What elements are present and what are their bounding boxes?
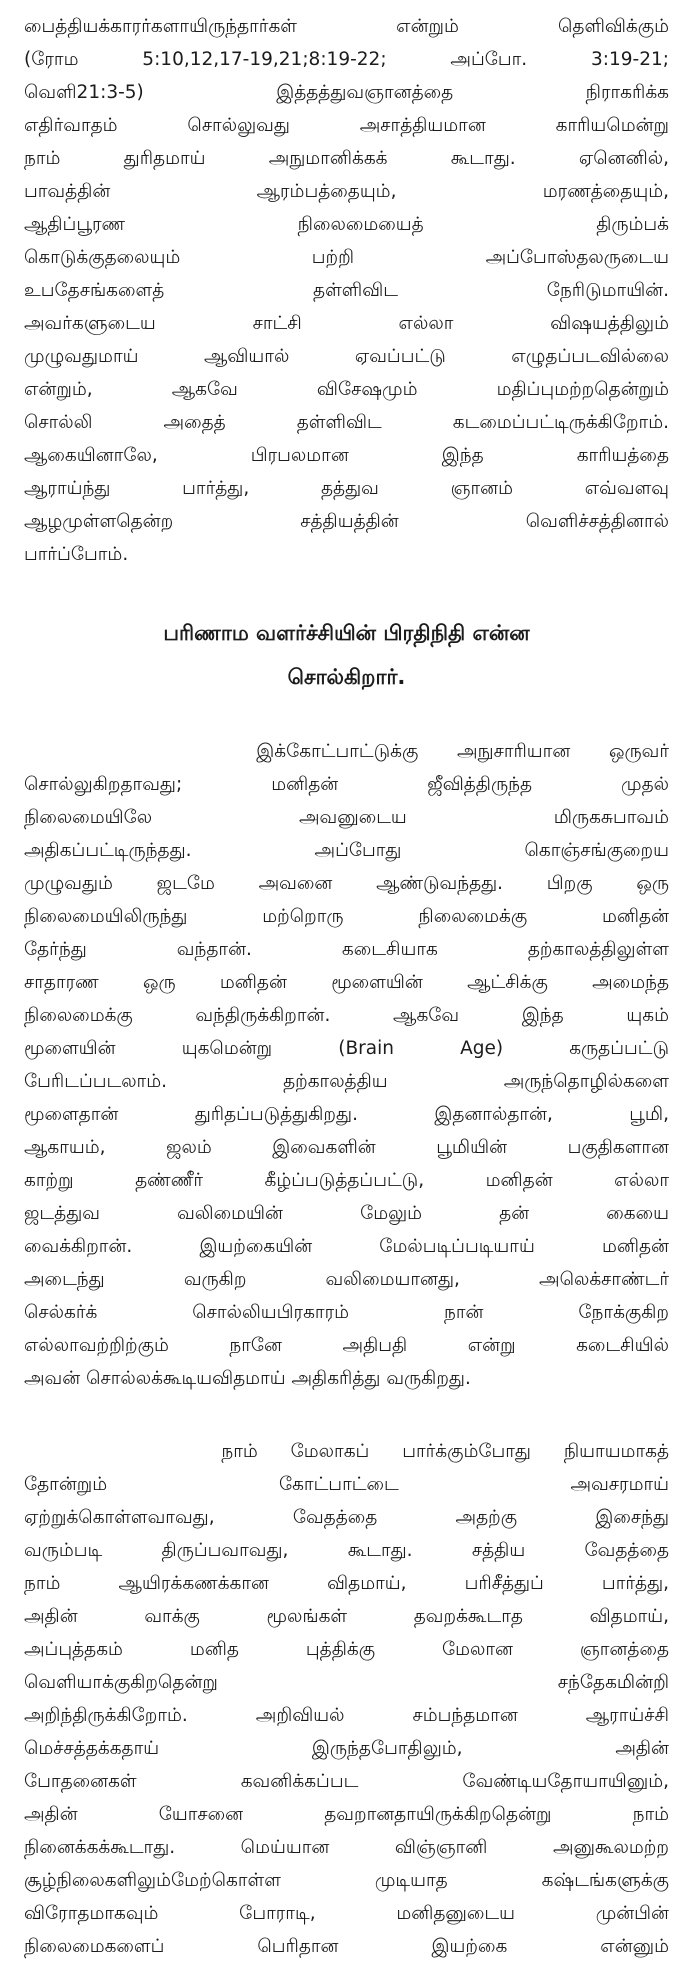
text-line: சாதாரண ஒரு மனிதன் மூளையின் ஆட்சிக்கு அமைந்த [24, 972, 669, 993]
text-line: எல்லாவற்றிற்கும் நானே அதிபதி என்று கடைசியில் [24, 1335, 669, 1356]
paragraph-evolutionist-view [24, 735, 669, 1395]
paragraph-intro [24, 10, 669, 571]
text-line: அவர்களுடைய சாட்சி எல்லா விஷயத்திலும் [24, 313, 669, 334]
text-line: ஆதிப்பூரண நிலைமையைத் திரும்பக் [24, 214, 669, 235]
text-line: ஏற்றுக்கொள்ளவாவது, வேதத்தை அதற்கு இசைந்து [24, 1507, 669, 1528]
text-line: நிலைமையிலே அவனுடைய மிருகசுபாவம் [24, 807, 669, 828]
text-line: நினைக்கக்கூடாது. மெய்யான விஞ்ஞானி அனுகூலமற்ற [24, 1837, 669, 1858]
text-line: நிலைமையிலிருந்து மற்றொரு நிலைமைக்கு மனிதன் [24, 906, 669, 927]
text-line: அவன் சொல்லக்கூடியவிதமாய் அதிகரித்து வருகிறது. [24, 1368, 471, 1389]
text-line: செல்கர்க் சொல்லியபிரகாரம் நான் நோக்குகிற [24, 1302, 669, 1323]
text-line: எதிர்வாதம் சொல்லுவது அசாத்தியமான காரியமென்று [24, 115, 669, 136]
text-line: சொல்லி அதைத் தள்ளிவிட கடமைப்பட்டிருக்கிறோம். [24, 412, 669, 433]
text-line: நாம் துரிதமாய் அநுமானிக்கக் கூடாது. ஏனெனில், [24, 148, 669, 169]
text-line: அப்புத்தகம் மனித புத்திக்கு மேலான ஞானத்தை [24, 1639, 669, 1660]
document-page [24, 10, 669, 1963]
text-line: என்றும், ஆகவே விசேஷமும் மதிப்புமற்றதென்றும் [24, 379, 669, 400]
text-line: ஆராய்ந்து பார்த்து, தத்துவ ஞானம் எவ்வளவு [24, 478, 669, 499]
heading-line-1: பரிணாம வளர்ச்சியின் பிரதிநிதி என்ன [163, 621, 530, 645]
text-line: ஆகாயம், ஜலம் இவைகளின் பூமியின் பகுதிகளான [24, 1137, 669, 1158]
text-line: நிலைமைகளைப் பெரிதான இயற்கை என்னும் [24, 1936, 669, 1957]
text-line: வெளி21:3-5) இத்தத்துவஞானத்தை நிராகரிக்க [24, 82, 669, 103]
text-line: பேரிடப்படலாம். தற்காலத்திய அருந்தொழில்களை [24, 1071, 669, 1092]
text-line: அறிந்திருக்கிறோம். அறிவியல் சம்பந்தமான ஆராய்ச்சி [24, 1705, 669, 1726]
text-line: உபதேசங்களைத் தள்ளிவிட நேரிடுமாயின். [24, 280, 669, 301]
text-line: இக்கோட்பாட்டுக்கு அநுசாரியான ஒருவர் [24, 741, 669, 762]
text-line: முழுவதுமாய் ஆவியால் ஏவப்பட்டு எழுதப்படவில்லை [24, 346, 669, 367]
text-line: நாம் மேலாகப் பார்க்கும்போது நியாயமாகத் [24, 1441, 669, 1462]
text-line: நிலைமைக்கு வந்திருக்கிறான். ஆகவே இந்த யுகம் [24, 1005, 669, 1026]
text-line: தோன்றும் கோட்பாட்டை அவசரமாய் [24, 1474, 669, 1495]
text-line: மெச்சத்தக்கதாய் இருந்தபோதிலும், அதின் [24, 1738, 669, 1759]
text-line: ஜடத்துவ வலிமையின் மேலும் தன் கையை [24, 1203, 669, 1224]
text-line: (ரோம 5:10,12,17-19,21;8:19-22; அப்போ. 3:19-21; [24, 49, 669, 70]
text-line: காற்று தண்ணீர் கீழ்ப்படுத்தப்பட்டு, மனிதன் எல்லா [24, 1170, 669, 1191]
text-line: மூளைதான் துரிதப்படுத்துகிறது. இதனால்தான், பூமி, [24, 1104, 669, 1125]
text-line: சூழ்நிலைகளிலும்மேற்கொள்ள முடியாத கஷ்டங்களுக்கு [24, 1870, 669, 1891]
text-line: தேர்ந்து வந்தான். கடைசியாக தற்காலத்திலுள்ள [24, 939, 669, 960]
heading-line-2: சொல்கிறார். [287, 665, 406, 689]
text-line: அதின் வாக்கு மூலங்கள் தவறக்கூடாத விதமாய், [24, 1606, 669, 1627]
text-line: அடைந்து வருகிற வலிமையானது, அலெக்சாண்டர் [24, 1269, 669, 1290]
text-line: கொடுக்குதலையும் பற்றி அப்போஸ்தலருடைய [24, 247, 669, 268]
text-line: சொல்லுகிறதாவது; மனிதன் ஜீவித்திருந்த முதல் [24, 774, 669, 795]
text-line: நாம் ஆயிரக்கணக்கான விதமாய், பரிசீத்துப் பார்த்து, [24, 1573, 669, 1594]
text-line: ஆகையினாலே, பிரபலமான இந்த காரியத்தை [24, 445, 669, 466]
text-line: வெளியாக்குகிறதென்று சந்தேகமின்றி [24, 1672, 669, 1693]
text-line: விரோதமாகவும் போராடி, மனிதனுடைய முன்பின் [24, 1903, 669, 1924]
text-line: முழுவதும் ஜடமே அவனை ஆண்டுவந்தது. பிறகு ஒரு [24, 873, 669, 894]
text-line: ஆழமுள்ளதென்ற சத்தியத்தின் வெளிச்சத்தினால் [24, 511, 669, 532]
text-line: பார்ப்போம். [24, 544, 129, 565]
text-line: மூளையின் யுகமென்று (Brain Age) கருதப்பட்டு [24, 1038, 669, 1059]
text-line: அதிகப்பட்டிருந்தது. அப்போது கொஞ்சங்குறைய [24, 840, 669, 861]
paragraph-scripture-response [24, 1435, 669, 1963]
text-line: வரும்படி திருப்பவாவது, கூடாது. சத்திய வேதத்தை [24, 1540, 669, 1561]
text-line: அதின் யோசனை தவறானதாயிருக்கிறதென்று நாம் [24, 1804, 669, 1825]
text-line: பாவத்தின் ஆரம்பத்தையும், மரணத்தையும், [24, 181, 669, 202]
section-heading [24, 611, 669, 699]
text-line: பைத்தியக்காரர்களாயிருந்தார்கள் என்றும் தெளிவிக்கும் [24, 16, 669, 37]
text-line: போதனைகள் கவனிக்கப்பட வேண்டியதோயாயினும், [24, 1771, 669, 1792]
paragraph-gap [24, 1395, 669, 1435]
text-line: வைக்கிறான். இயற்கையின் மேல்படிப்படியாய் மனிதன் [24, 1236, 669, 1257]
